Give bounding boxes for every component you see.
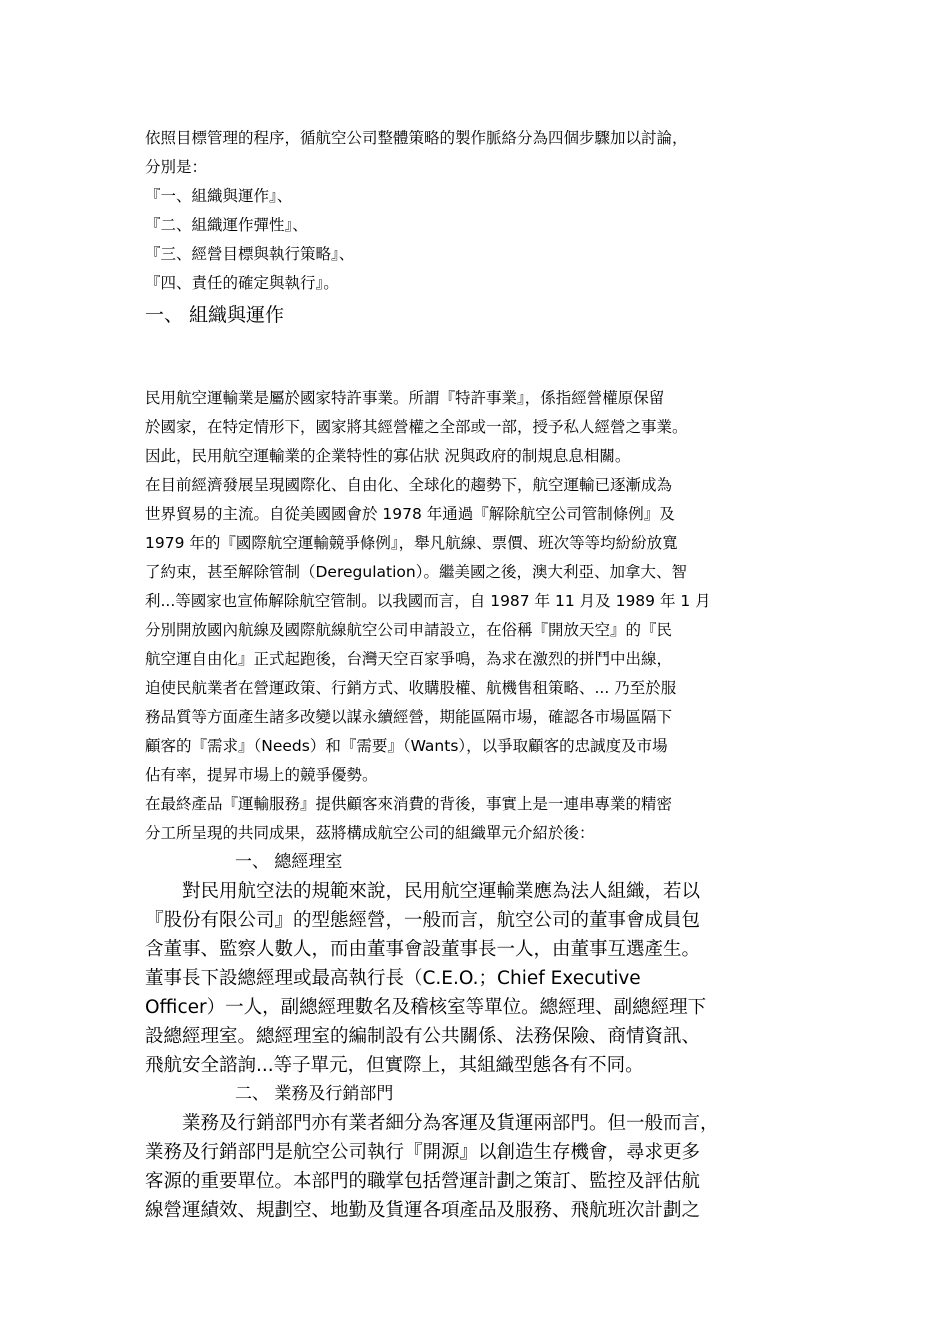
- paragraph-franchise: [145, 384, 830, 471]
- step-item: 『一、組織與運作』、: [145, 187, 293, 205]
- intro-block: [145, 124, 830, 298]
- paragraph-line: 線營運績效、規劃空、地勤及貨運各項產品及服務、飛航班次計劃之: [145, 1200, 701, 1221]
- paragraph-line: 對民用航空法的規範來說，民用航空運輸業應為法人組織，若以: [182, 881, 701, 902]
- paragraph-line: 業務及行銷部門是航空公司執行『開源』以創造生存機會，尋求更多: [145, 1142, 701, 1163]
- paragraph-line: 分別開放國內航線及國際航線航空公司申請設立，在俗稱『開放天空』的『民: [145, 621, 673, 639]
- paragraph-president-office: [145, 877, 830, 1080]
- paragraph-line: Officer）一人，副總經理數名及稽核室等單位。總經理、副總經理下: [145, 997, 707, 1018]
- paragraph-line: 董事長下設總經理或最高執行長（C.E.O.；Chief Executive: [145, 968, 641, 989]
- paragraph-organization: [145, 790, 830, 848]
- paragraph-line: 於國家，在特定情形下，國家將其經營權之全部或一部，授予私人經營之事業。: [145, 418, 688, 436]
- paragraph-line: 因此，民用航空運輸業的企業特性的寡佔狀 況與政府的制規息息相關。: [145, 447, 631, 465]
- step-item: 『四、責任的確定與執行』。: [145, 274, 339, 292]
- paragraph-line: 航空運自由化』正式起跑後，台灣天空百家爭鳴，為求在激烈的拼鬥中出線，: [145, 650, 673, 668]
- paragraph-line: 務品質等方面產生諸多改變以謀永續經營，期能區隔市場，確認各市場區隔下: [145, 708, 673, 726]
- paragraph-line: 業務及行銷部門亦有業者細分為客運及貨運兩部門。但一般而言，: [182, 1113, 719, 1134]
- section-heading: 一、 組織與運作: [145, 304, 285, 326]
- paragraph-line: 含董事、監察人數人，而由董事會設董事長一人，由董事互選產生。: [145, 939, 701, 960]
- step-item: 『三、經營目標與執行策略』、: [145, 245, 355, 263]
- paragraph-line: 了約束，甚至解除管制（Deregulation）。繼美國之後，澳大利亞、加拿大、智: [145, 563, 687, 581]
- paragraph-line: 民用航空運輸業是屬於國家特許事業。所謂『特許事業』，係指經營權原保留: [145, 389, 665, 407]
- paragraph-line: 『股份有限公司』的型態經營，一般而言，航空公司的董事會成員包: [145, 910, 701, 931]
- paragraph-line: 1979 年的『國際航空運輸競爭條例』，舉凡航線、票價、班次等等均紛紛放寬: [145, 534, 678, 552]
- paragraph-sales-marketing: [145, 1109, 830, 1225]
- step-item: 『二、組織運作彈性』、: [145, 216, 308, 234]
- paragraph-line: 在目前經濟發展呈現國際化、自由化、全球化的趨勢下，航空運輸已逐漸成為: [145, 476, 673, 494]
- subsection-heading: 一、 總經理室: [235, 852, 343, 872]
- spacer: [145, 332, 830, 384]
- paragraph-line: 飛航安全諮詢...等子單元，但實際上，其組織型態各有不同。: [145, 1055, 644, 1076]
- paragraph-line: 佔有率，提昇市場上的競爭優勢。: [145, 766, 378, 784]
- intro-line: 依照目標管理的程序，循航空公司整體策略的製作脈絡分為四個步驟加以討論，: [145, 129, 688, 147]
- intro-line: 分別是：: [145, 158, 208, 176]
- paragraph-line: 顧客的『需求』（Needs）和『需要』（Wants），以爭取顧客的忠誠度及市場: [145, 737, 668, 755]
- document-page: [145, 124, 830, 1225]
- paragraph-line: 利...等國家也宣佈解除航空管制。以我國而言，自 1987 年 11 月及 1989 年 1 月: [145, 592, 711, 610]
- paragraph-deregulation: [145, 471, 830, 790]
- paragraph-line: 客源的重要單位。本部門的職掌包括營運計劃之策訂、監控及評估航: [145, 1171, 701, 1192]
- paragraph-line: 世界貿易的主流。自從美國國會於 1978 年通過『解除航空公司管制條例』及: [145, 505, 675, 523]
- paragraph-line: 迫使民航業者在營運政策、行銷方式、收購股權、航機售租策略、... 乃至於服: [145, 679, 677, 697]
- subsection-heading: 二、 業務及行銷部門: [235, 1084, 394, 1104]
- paragraph-line: 在最終產品『運輸服務』提供顧客來消費的背後，事實上是一連串專業的精密: [145, 795, 673, 813]
- paragraph-line: 分工所呈現的共同成果，茲將構成航空公司的組織單元介紹於後：: [145, 824, 595, 842]
- paragraph-line: 設總經理室。總經理室的編制設有公共關係、法務保險、商情資訊、: [145, 1026, 701, 1047]
